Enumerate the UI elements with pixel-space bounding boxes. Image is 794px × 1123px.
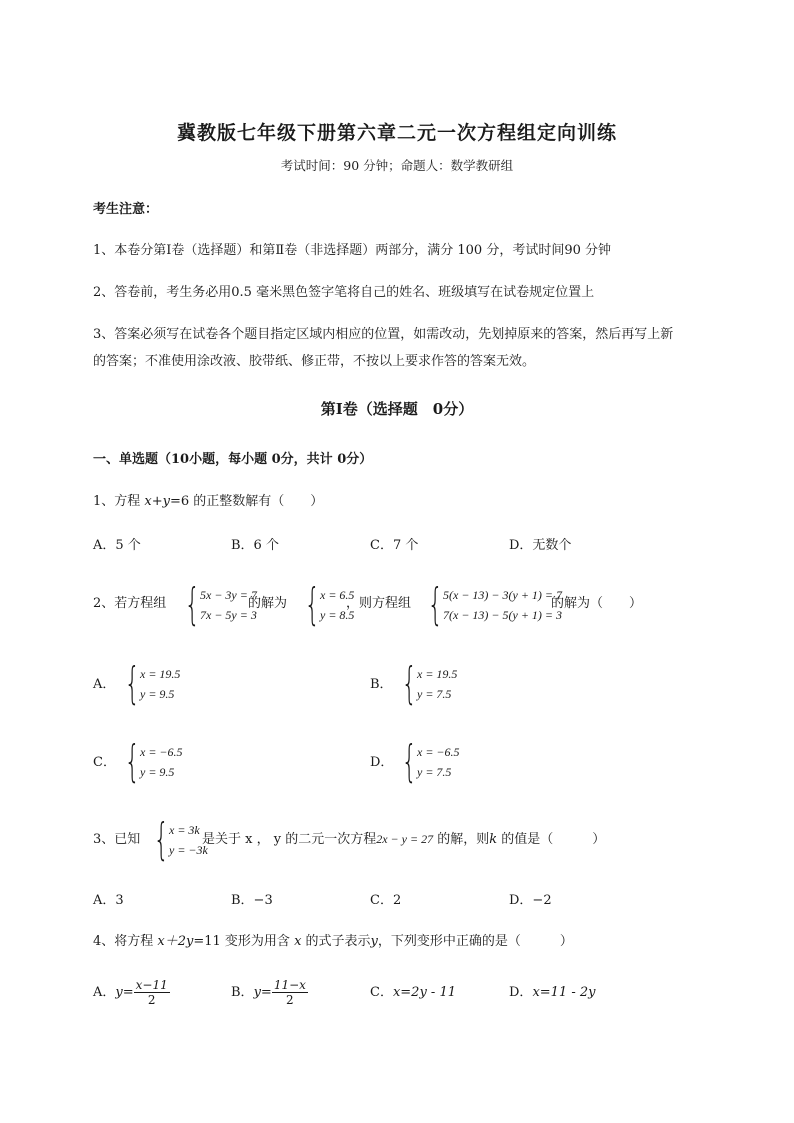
- q4-c-expr: x=2y - 11: [392, 985, 456, 1000]
- q2-sol-y: y = 8.5: [320, 608, 355, 622]
- q4-b-fraction: [272, 978, 308, 1008]
- q2-a-y: y = 9.5: [140, 687, 175, 701]
- q2-system-2: [415, 579, 563, 630]
- q2-d-x: x = −6.5: [417, 745, 460, 759]
- notice-item-2: 2、答卷前，考生务必用0.5 毫米黑色签字笔将自己的姓名、班级填写在试卷规定位置上: [93, 285, 595, 300]
- q2-c-y: y = 9.5: [140, 765, 175, 779]
- q4-d-label: D．: [509, 985, 533, 1000]
- q4-text-d: ，下列变形中正确的是（ ）: [377, 934, 573, 949]
- question-4: [93, 935, 573, 948]
- q1-suffix: =6 的正整数解有（ ）: [169, 494, 324, 509]
- q1-option-b[interactable]: B．6 个: [231, 538, 279, 553]
- q2-sys2-eq1: 5(x − 13) − 3(y + 1) = 7: [443, 588, 563, 602]
- q4-equation: x＋2y: [157, 934, 194, 949]
- brace-icon: {: [304, 579, 320, 630]
- notice-heading: 考生注意：: [93, 202, 159, 217]
- q4-option-d[interactable]: [509, 986, 595, 999]
- q2-d-y: y = 7.5: [417, 765, 452, 779]
- q3-option-d[interactable]: D．−2: [509, 893, 552, 908]
- q3-suffix: 的值是（ ）: [497, 832, 606, 847]
- q4-d-expr: x=11 - 2y: [532, 985, 596, 1000]
- q1-equation: x+y: [144, 494, 170, 509]
- part-heading: 一、单选题（10小题，每小题 0分，共计 0分）: [93, 452, 373, 467]
- q2-suffix: 的解为（ ）: [551, 596, 643, 611]
- q4-option-a[interactable]: [93, 978, 170, 1008]
- q4-b-lhs: y=: [253, 985, 272, 1001]
- q4-option-c[interactable]: [370, 986, 456, 999]
- q2-sys1-eq1: 5x − 3y = 7: [200, 588, 257, 602]
- q2-b-y: y = 7.5: [417, 687, 452, 701]
- q3-stem: [202, 833, 605, 846]
- q2-a-x: x = 19.5: [140, 667, 181, 681]
- q2-mid-2: ，则方程组: [346, 596, 412, 611]
- q4-var-x: x: [294, 934, 302, 949]
- q3-prefix: 3、已知: [93, 832, 141, 847]
- q2-option-d[interactable]: [389, 736, 460, 787]
- brace-icon: {: [401, 658, 417, 709]
- q4-text-b: =11 变形为用含: [193, 934, 295, 949]
- q3-mid-2: 的解，则: [433, 832, 490, 847]
- q2-sys2-eq2: 7(x − 13) − 5(y + 1) = 3: [443, 608, 563, 622]
- document-title: 冀教版七年级下册第六章二元一次方程组定向训练: [176, 122, 617, 144]
- q3-sys-x: x = 3k: [169, 823, 200, 837]
- q4-b-denominator: 2: [286, 993, 294, 1008]
- q1-option-d[interactable]: D．无数个: [509, 538, 572, 553]
- q4-var-y: y: [370, 934, 378, 949]
- q2-sol-x: x = 6.5: [320, 588, 355, 602]
- q4-a-fraction: [134, 978, 170, 1008]
- notice-item-3-cont: 的答案；不准使用涂改液、胶带纸、修正带，不按以上要求作答的答案无效。: [93, 354, 536, 369]
- q4-a-denominator: 2: [147, 993, 156, 1008]
- notice-item-1: 1、本卷分第Ⅰ卷（选择题）和第Ⅱ卷（非选择题）两部分，满分 100 分，考试时间90 分钟: [93, 243, 611, 258]
- brace-icon: {: [153, 814, 169, 865]
- q3-option-b[interactable]: B．−3: [231, 893, 273, 908]
- q2-system-1: [172, 579, 257, 630]
- brace-icon: {: [124, 736, 140, 787]
- notice-item-3: 3、答案必须写在试卷各个题目指定区域内相应的位置，如需改动，先划掉原来的答案，然后再写上新: [93, 327, 674, 342]
- q2-prefix: 2、若方程组: [93, 596, 167, 611]
- q2-option-c[interactable]: [112, 736, 183, 787]
- brace-icon: {: [427, 579, 443, 630]
- q2-b-x: x = 19.5: [417, 667, 458, 681]
- section-title: 第Ⅰ卷（选择题 0分）: [320, 400, 474, 418]
- brace-icon: {: [124, 658, 140, 709]
- question-1: [93, 495, 323, 508]
- q2-option-a-label[interactable]: A．: [93, 677, 116, 692]
- q3-option-a[interactable]: A．3: [93, 893, 124, 908]
- q2-option-b[interactable]: [389, 658, 458, 709]
- brace-icon: {: [401, 736, 417, 787]
- q3-equation: 2x − y = 27: [376, 832, 434, 846]
- q4-a-numerator: x−11: [135, 978, 168, 992]
- q3-sys-y: y = −3k: [169, 843, 208, 857]
- q2-c-x: x = −6.5: [140, 745, 183, 759]
- q1-option-c[interactable]: C．7 个: [370, 538, 419, 553]
- q4-c-label: C．: [370, 985, 393, 1000]
- q3-mid-1: 是关于 x ， y 的二元一次方程: [202, 832, 377, 847]
- q4-option-b[interactable]: [231, 978, 308, 1008]
- q4-a-lhs: y=: [115, 985, 134, 1001]
- q4-b-numerator: 11−x: [273, 978, 306, 992]
- q3-option-c[interactable]: C．2: [370, 893, 402, 908]
- q4-text-a: 4、将方程: [93, 934, 158, 949]
- exam-info: 考试时间：90 分钟；命题人：数学教研组: [280, 158, 514, 173]
- q4-b-label: B．: [231, 985, 254, 1001]
- q4-a-label: A．: [93, 985, 116, 1001]
- brace-icon: {: [184, 579, 200, 630]
- q3-variable-k: k: [489, 832, 498, 847]
- q2-option-d-label[interactable]: D．: [370, 755, 394, 770]
- q3-system: [141, 814, 208, 865]
- q2-sys1-eq2: 7x − 5y = 3: [200, 608, 257, 622]
- q2-mid-1: 的解为: [248, 596, 288, 611]
- q2-option-c-label[interactable]: C．: [93, 755, 116, 770]
- q2-option-a[interactable]: [112, 658, 181, 709]
- q1-prefix: 1、方程: [93, 494, 145, 509]
- q1-option-a[interactable]: A．5 个: [93, 538, 141, 553]
- q2-option-b-label[interactable]: B．: [370, 677, 393, 692]
- q4-text-c: 的式子表示: [301, 934, 371, 949]
